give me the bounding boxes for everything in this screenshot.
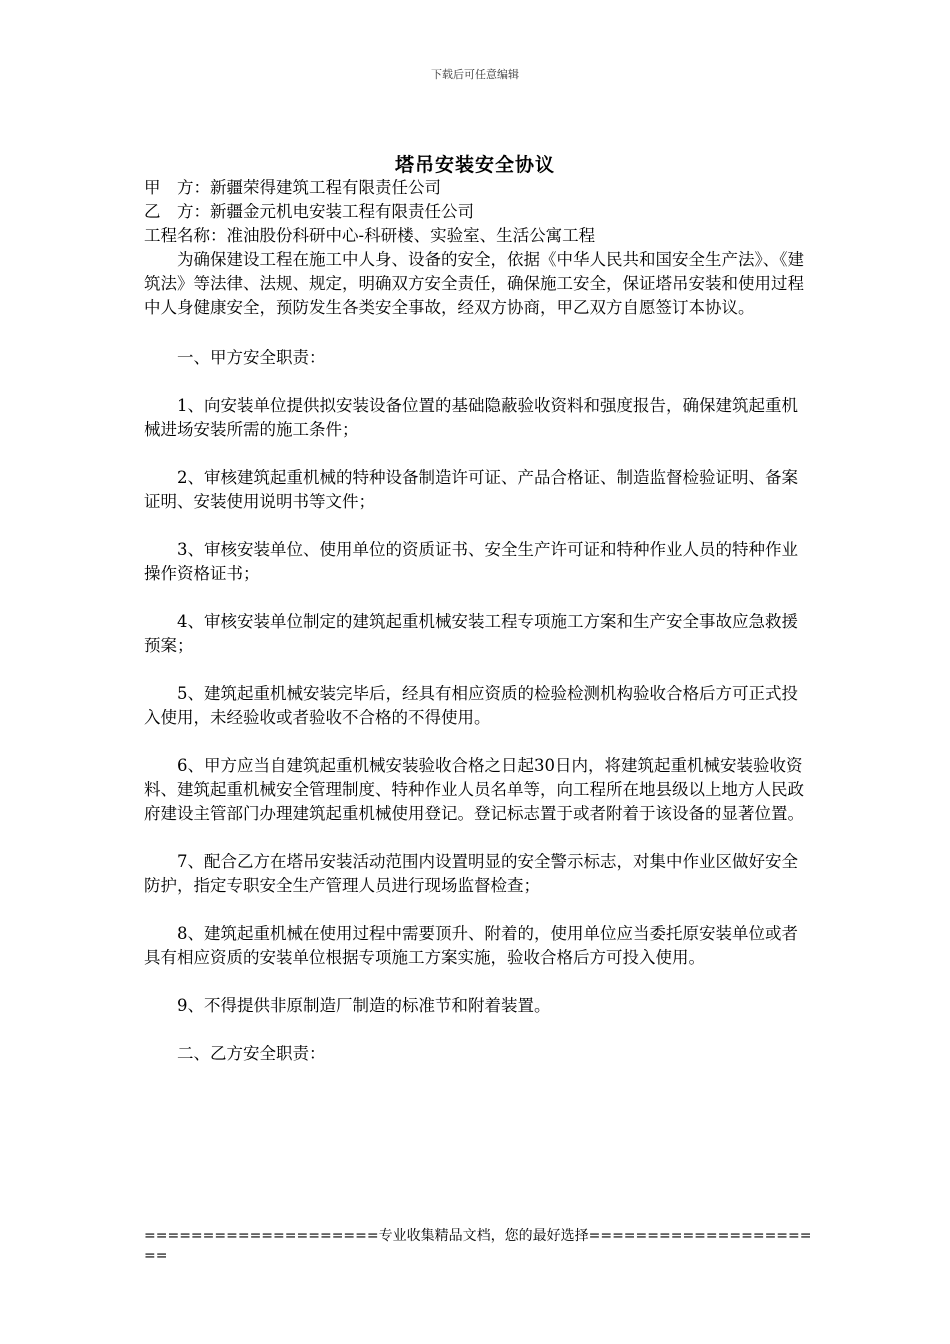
intro-paragraph: 为确保建设工程在施工中人身、设备的安全，依据《中华人民共和国安全生产法》、《建筑法》等法律、法规、规定，明确双方安全责任，确保施工安全，保证塔吊安装和使用过程中人身健康安全，预防发生各类安全事故，经双方协商，甲乙双方自愿签订本协议。 — [144, 250, 804, 317]
clause-6: 6、甲方应当自建筑起重机械安装验收合格之日起30日内，将建筑起重机械安装验收资料、建筑起重机械安全管理制度、特种作业人员名单等，向工程所在地县级以上地方人民政府建设主管部门办理建筑起重机械使用登记。登记标志置于或者附着于该设备的显著位置。 — [144, 756, 804, 823]
project-name-line: 工程名称：准油股份科研中心-科研楼、实验室、生活公寓工程 — [144, 226, 596, 245]
header-note: 下载后可任意编辑 — [431, 68, 519, 81]
clause-2: 2、审核建筑起重机械的特种设备制造许可证、产品合格证、制造监督检验证明、备案证明、安装使用说明书等文件； — [144, 468, 798, 511]
clause-4: 4、审核安装单位制定的建筑起重机械安装工程专项施工方案和生产安全事故应急救援预案； — [144, 612, 798, 655]
clause-8: 8、建筑起重机械在使用过程中需要顶升、附着的，使用单位应当委托原安装单位或者具有相应资质的安装单位根据专项施工方案实施，验收合格后方可投入使用。 — [144, 924, 798, 967]
clause-5: 5、建筑起重机械安装完毕后，经具有相应资质的检验检测机构验收合格后方可正式投入使用，未经验收或者验收不合格的不得使用。 — [144, 684, 798, 727]
section-heading-party-a: 一、甲方安全职责： — [177, 348, 326, 367]
clause-1: 1、向安装单位提供拟安装设备位置的基础隐蔽验收资料和强度报告，确保建筑起重机械进场安装所需的施工条件； — [144, 396, 798, 439]
party-b-line: 乙 方：新疆金元机电安装工程有限责任公司 — [144, 202, 474, 221]
section-heading-party-b: 二、乙方安全职责： — [177, 1044, 326, 1063]
footer-line: ====================专业收集精品文档，您的最好选择===================== — [144, 1228, 812, 1264]
party-a-line: 甲 方：新疆荣得建筑工程有限责任公司 — [144, 178, 441, 197]
document-title: 塔吊安装安全协议 — [394, 154, 555, 176]
clause-3: 3、审核安装单位、使用单位的资质证书、安全生产许可证和特种作业人员的特种作业操作资格证书； — [144, 540, 798, 583]
document-body — [144, 176, 808, 1066]
clause-7: 7、配合乙方在塔吊安装活动范围内设置明显的安全警示标志，对集中作业区做好安全防护，指定专职安全生产管理人员进行现场监督检查； — [144, 852, 798, 895]
clause-9: 9、不得提供非原制造厂制造的标准节和附着装置。 — [177, 996, 551, 1015]
